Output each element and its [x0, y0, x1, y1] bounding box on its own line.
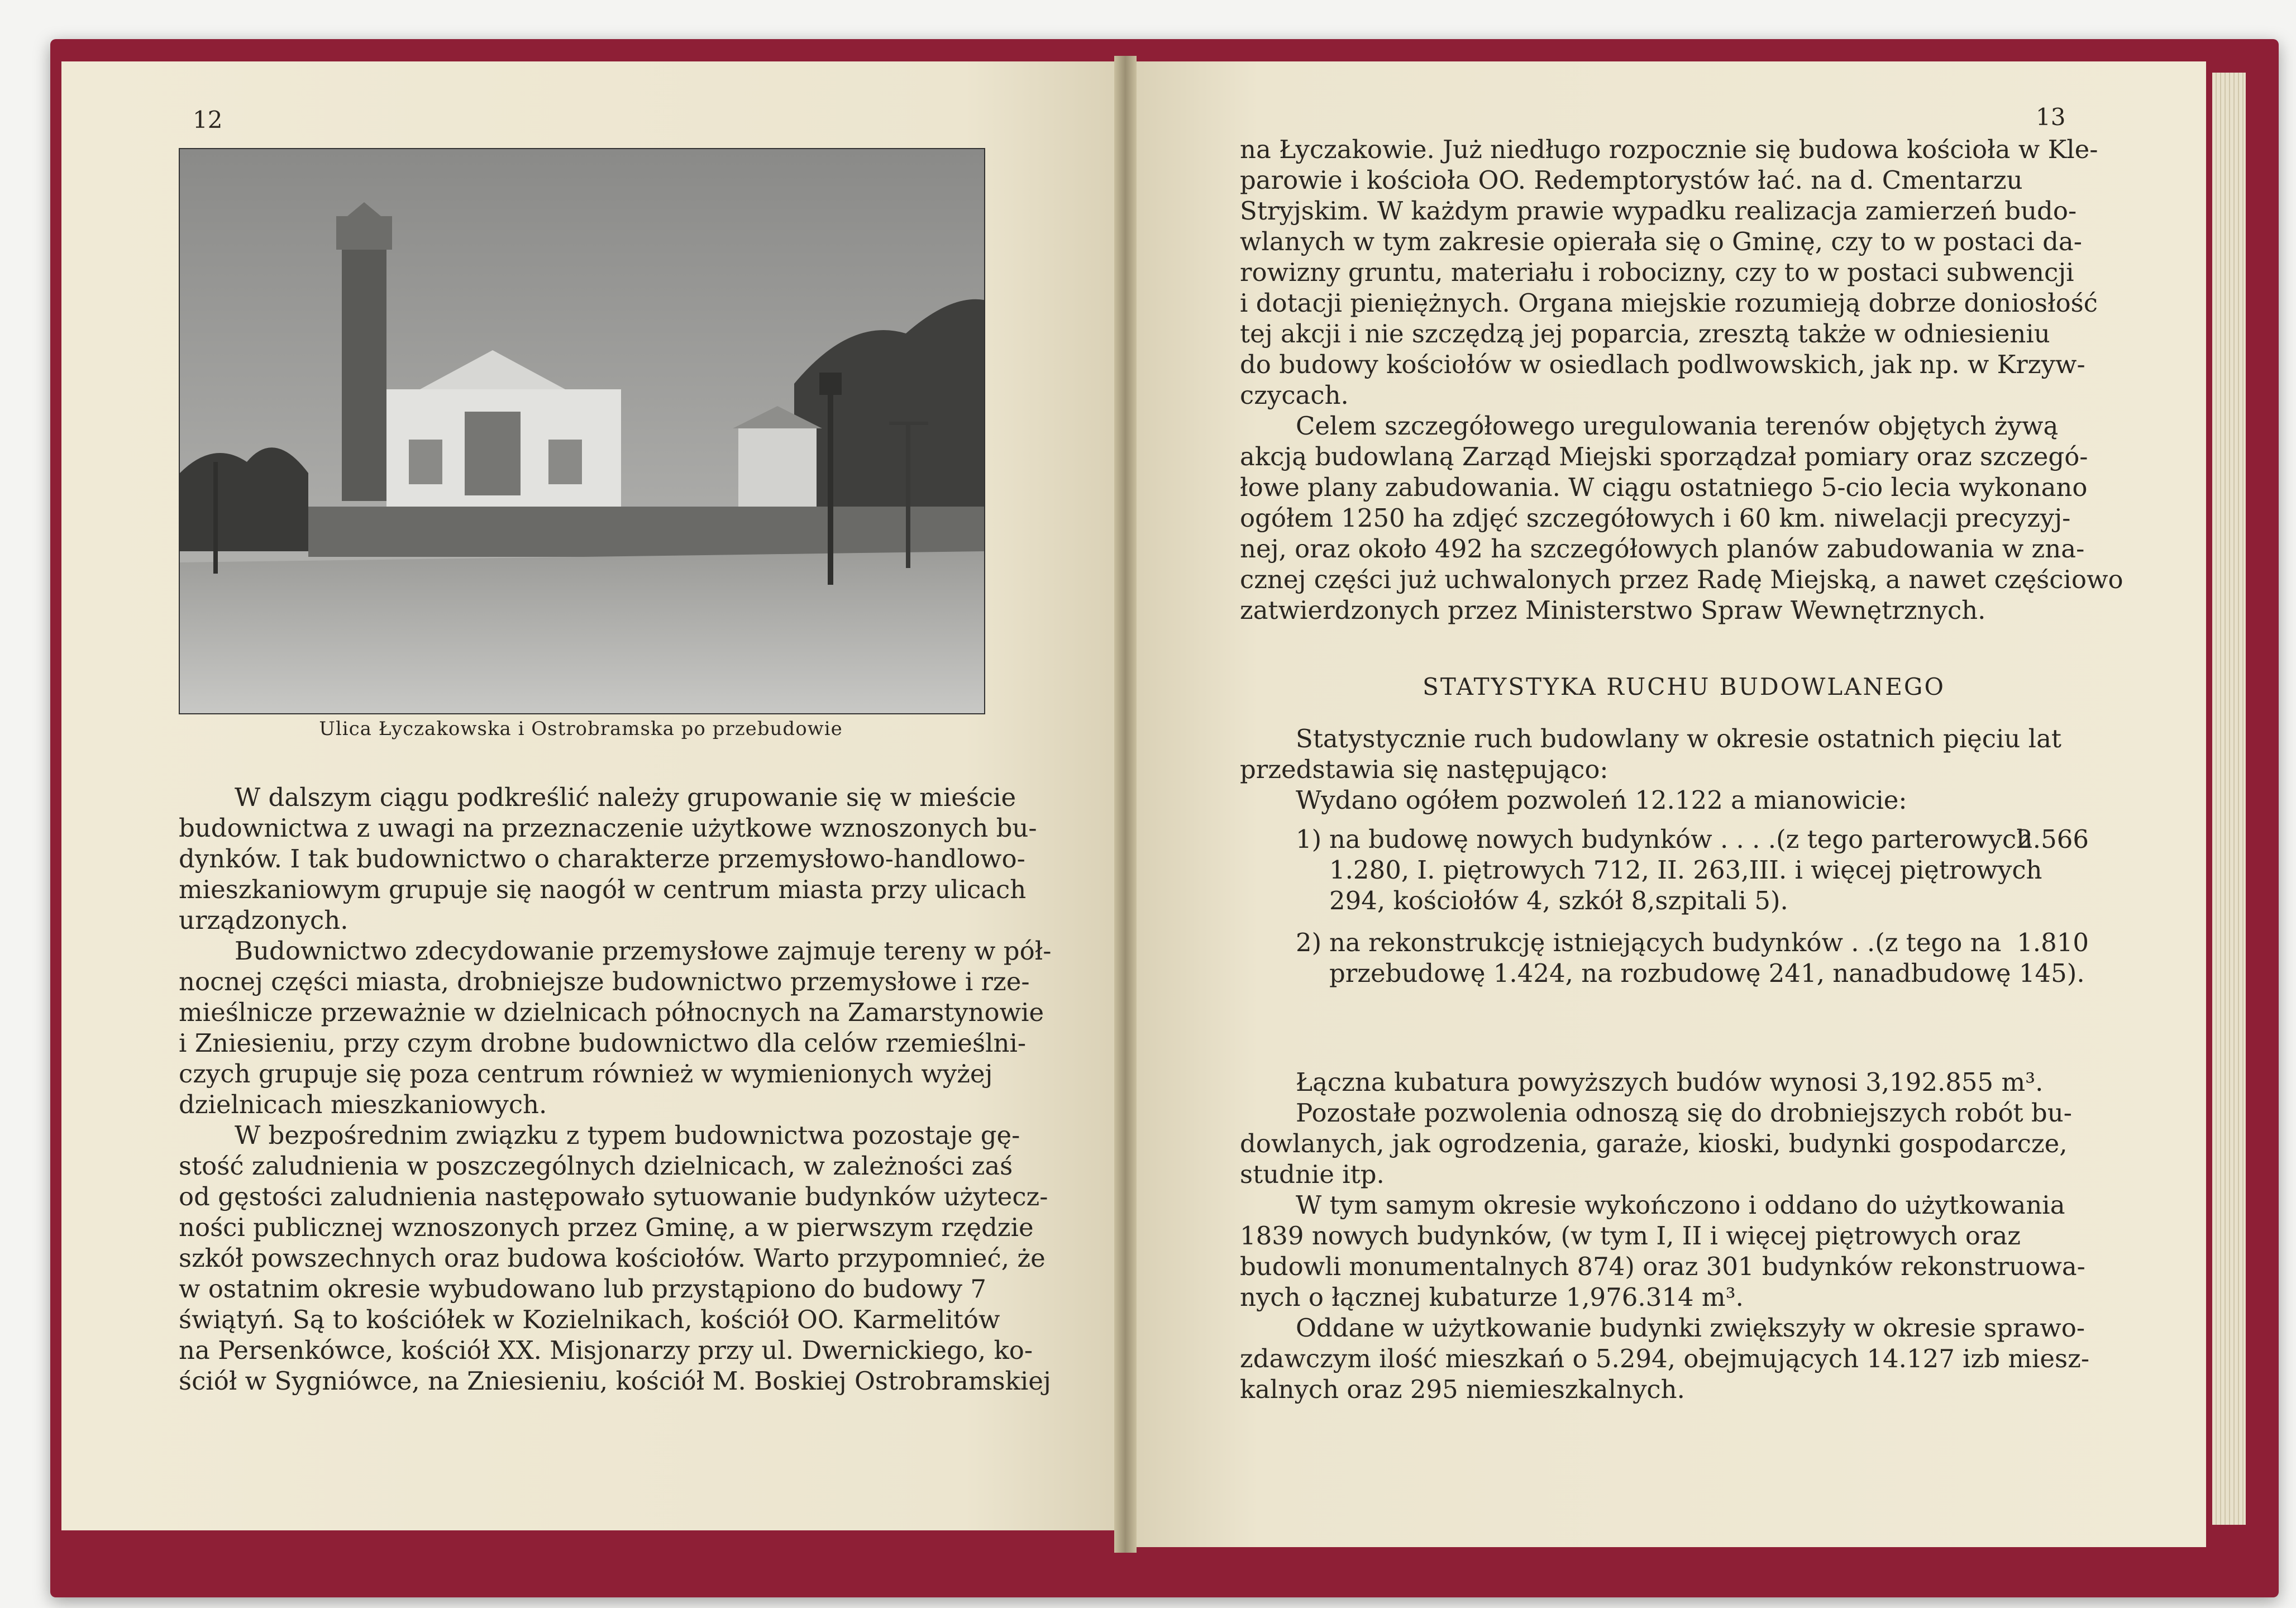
text-line: cznej części już uchwalonych przez Radę Miejską, a nawet częściowo: [1240, 565, 2123, 594]
photo-caption: Ulica Łyczakowska i Ostrobramska po przebudowie: [319, 718, 843, 740]
left-body-text: [179, 782, 1052, 1396]
text-line: studnie itp.: [1240, 1160, 1385, 1189]
text-line: W tym samym okresie wykończono i oddano do użytkowania: [1296, 1190, 2065, 1220]
paragraph: [179, 936, 1052, 1120]
text-line: przedstawia się następująco:: [1240, 755, 1608, 784]
text-line: od gęstości zaludnienia następowało sytuowanie budynków użytecz-: [179, 1182, 1048, 1211]
text-line: nej, oraz około 492 ha szczegółowych planów zabudowania w zna-: [1240, 534, 2085, 564]
text-line: dynków. I tak budownictwo o charakterze przemysłowo-handlowo-: [179, 844, 1025, 874]
text-line: mieszkaniowym grupuje się naogół w centrum miasta przy ulicach: [179, 875, 1027, 904]
text-line: Pozostałe pozwolenia odnoszą się do drobniejszych robót bu-: [1296, 1098, 2072, 1128]
paragraph: [179, 782, 1037, 936]
paragraph: [1240, 411, 2123, 626]
text-line: Celem szczegółowego uregulowania terenów objętych żywą: [1296, 411, 2059, 441]
page-number-left: 12: [193, 106, 223, 133]
item-line: (z tego na przebudowę 1.424, na rozbudowę 241, na: [1329, 928, 2002, 988]
church-photo-image: [180, 149, 984, 713]
church-photo: [179, 148, 985, 714]
paragraph: [1240, 1313, 2111, 1405]
statistics-intro: [1240, 723, 2111, 785]
permits-list: [1296, 824, 2089, 1000]
text-line: Stryjskim. W każdym prawie wypadku realizacja zamierzeń budo-: [1240, 196, 2077, 226]
text-line: zdawczym ilość mieszkań o 5.294, obejmujących 14.127 izb miesz-: [1240, 1344, 2090, 1373]
paragraph: [1240, 723, 2111, 785]
text-line: budownictwa z uwagi na przeznaczenie użytkowe wznoszonych bu-: [179, 813, 1037, 843]
text-line: rowizny gruntu, materiału i robocizny, czy to w postaci subwencji: [1240, 257, 2074, 287]
item-line: III. i więcej piętrowych 294, kościołów 4, szkół 8,: [1329, 855, 2042, 915]
paragraph: [179, 1120, 1051, 1396]
text-line: świątyń. Są to kościółek w Kozielnikach, kościół OO. Karmelitów: [179, 1305, 1000, 1334]
text-line: ogółem 1250 ha zdjęć szczegółowych i 60 km. niwelacji precyzyj-: [1240, 503, 2071, 533]
text-line: kalnych oraz 295 niemieszkalnych.: [1240, 1375, 1685, 1404]
text-line: ności publicznej wznoszonych przez Gminę, a w pierwszym rzędzie: [179, 1213, 1034, 1242]
text-line: budowli monumentalnych 874) oraz 301 budynków rekonstruowa-: [1240, 1252, 2085, 1281]
item-line: szpitali 5).: [1655, 886, 1788, 915]
text-line: parowie i kościoła OO. Redemptorystów łać. na d. Cmentarzu: [1240, 165, 2023, 195]
text-line: wlanych w tym zakresie opierała się o Gminę, czy to w postaci da-: [1240, 227, 2082, 256]
right-top-text: [1240, 134, 2123, 626]
text-line: czycach.: [1240, 380, 1349, 410]
text-line: czych grupuje się poza centrum również w wymienionych wyżej: [179, 1059, 993, 1089]
text-line: szkół powszechnych oraz budowa kościołów. Warto przypomnieć, że: [179, 1243, 1046, 1273]
permits-issued-line: Wydano ogółem pozwoleń 12.122 a mianowicie:: [1296, 785, 1907, 815]
paragraph: [1240, 1067, 2111, 1098]
item-description: [1329, 927, 2089, 989]
text-line: ściół w Sygniówce, na Zniesieniu, kościół M. Boskiej Ostrobramskiej: [179, 1366, 1051, 1396]
text-line: na Łyczakowie. Już niedługo rozpocznie się budowa kościoła w Kle-: [1240, 135, 2098, 164]
text-line: Budownictwo zdecydowanie przemysłowe zajmuje tereny w pół-: [235, 936, 1052, 966]
item-number: 1): [1296, 824, 1322, 854]
paragraph: [1240, 1098, 2111, 1190]
text-line: dzielnicach mieszkaniowych.: [179, 1090, 547, 1119]
text-line: do budowy kościołów w osiedlach podlwowskich, jak np. w Krzyw-: [1240, 350, 2085, 379]
item-description: [1329, 824, 2089, 916]
page-number-right: 13: [2036, 103, 2066, 131]
paragraph: [1240, 134, 2111, 411]
text-line: Łączna kubatura powyższych budów wynosi 3,192.855 m³.: [1296, 1067, 2044, 1097]
item-line: na rekonstrukcję istniejących budynków . .: [1329, 928, 1875, 957]
item-line: na budowę nowych budynków . . . .: [1329, 824, 1777, 854]
page-edges: [2212, 73, 2246, 1525]
text-line: W bezpośrednim związku z typem budownictwa pozostaje gę-: [235, 1120, 1020, 1150]
permits-issued: [1296, 785, 2111, 815]
item-number: 2): [1296, 928, 1322, 957]
permit-item: [1296, 927, 2089, 989]
text-line: stość zaludnienia w poszczególnych dzielnicach, w zależności zaś: [179, 1151, 1013, 1181]
text-line: dowlanych, jak ogrodzenia, garaże, kioski, budynki gospodarcze,: [1240, 1129, 2068, 1158]
text-line: tej akcji i nie szczędzą jej poparcia, zresztą także w odniesieniu: [1240, 319, 2050, 349]
text-line: Statystycznie ruch budowlany w okresie ostatnich pięciu lat: [1296, 724, 2061, 753]
book-gutter: [1114, 56, 1137, 1553]
text-line: zatwierdzonych przez Ministerstwo Spraw Wewnętrznych.: [1240, 595, 1986, 625]
item-line: (z tego parterowych 1.280, I. piętrowych 712, II. 263,: [1329, 824, 2033, 885]
text-line: mieślnicze przeważnie w dzielnicach północnych na Zamarstynowie: [179, 998, 1044, 1027]
text-line: urządzonych.: [179, 905, 349, 935]
section-heading: STATYSTYKA RUCHU BUDOWLANEGO: [1423, 673, 1945, 700]
text-line: nych o łącznej kubaturze 1,976.314 m³.: [1240, 1282, 1744, 1312]
text-line: na Persenkówce, kościół XX. Misjonarzy przy ul. Dwernickiego, ko-: [179, 1335, 1033, 1365]
text-line: Oddane w użytkowanie budynki zwiększyły w okresie sprawo-: [1296, 1313, 2085, 1343]
text-line: W dalszym ciągu podkreślić należy grupowanie się w mieście: [235, 782, 1016, 812]
text-line: 1839 nowych budynków, (w tym I, II i więcej piętrowych oraz: [1240, 1221, 2021, 1251]
text-line: nocnej części miasta, drobniejsze budownictwo przemysłowe i rze-: [179, 967, 1030, 996]
item-line: nadbudowę 145).: [1864, 958, 2085, 988]
item-value: 1.810: [2017, 928, 2089, 957]
text-line: akcją budowlaną Zarząd Miejski sporządzał pomiary oraz szczegó-: [1240, 442, 2088, 471]
item-value: 2.566: [2017, 824, 2089, 854]
text-line: i dotacji pieniężnych. Organa miejskie rozumieją dobrze doniosłość: [1240, 288, 2098, 318]
text-line: w ostatnim okresie wybudowano lub przystąpiono do budowy 7: [179, 1274, 986, 1304]
paragraph: [1240, 1190, 2111, 1313]
text-line: i Zniesieniu, przy czym drobne budownictwo dla celów rzemieślni-: [179, 1028, 1027, 1058]
permit-item: [1296, 824, 2089, 916]
text-line: łowe plany zabudowania. W ciągu ostatniego 5-cio lecia wykonano: [1240, 473, 2088, 502]
right-bottom-text: [1240, 1067, 2111, 1405]
